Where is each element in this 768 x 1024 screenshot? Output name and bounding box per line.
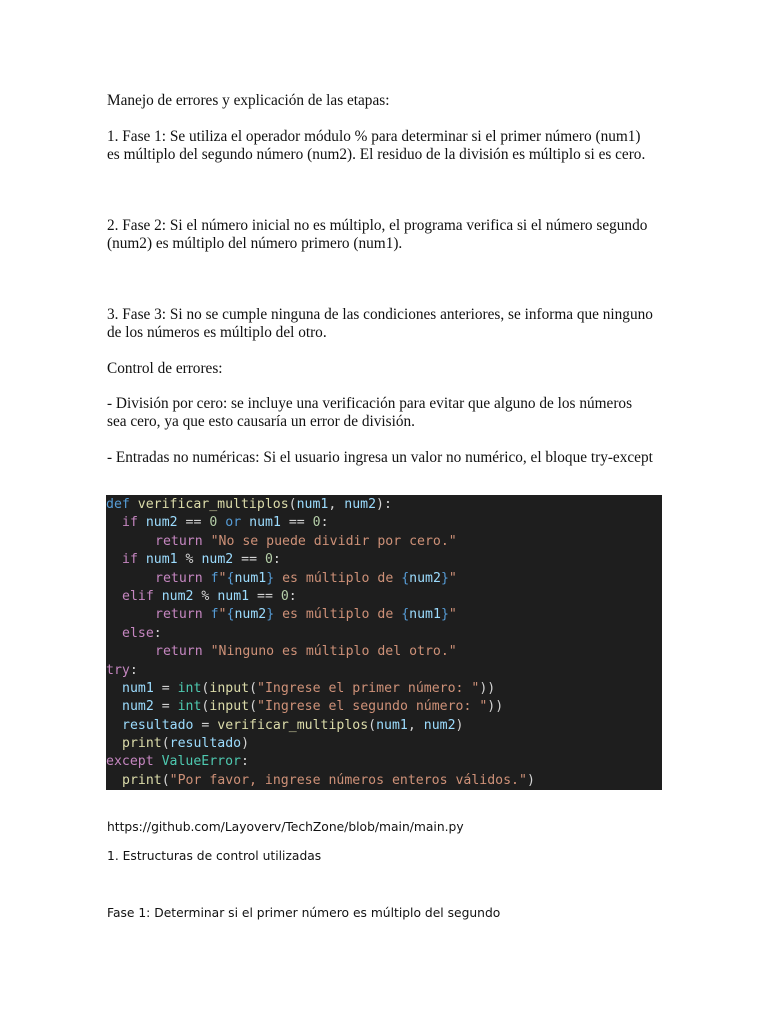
code-line: def verificar_multiplos(num1, num2): (106, 497, 392, 512)
code-line: except ValueError: (106, 754, 249, 770)
github-link[interactable]: https://github.com/Layoverv/TechZone/blob/main/main.py (107, 820, 464, 834)
code-line: try: (106, 662, 138, 678)
code-line: return f"{num2} es múltiplo de {num1}" (155, 607, 457, 623)
section-heading: 1. Estructuras de control utilizadas (107, 849, 322, 863)
code-line: if num1 % num2 == 0: (122, 552, 281, 568)
code-line: if num2 == 0 or num1 == 0: (122, 515, 329, 531)
code-line: num1 = int(input("Ingrese el primer número: ")) (122, 680, 496, 696)
heading-manejo-errores: Manejo de errores y explicación de las etapas: (107, 92, 390, 109)
code-line: else: (122, 625, 162, 641)
code-line: resultado = verificar_multiplos(num1, num2) (122, 717, 464, 733)
code-line: print(resultado) (122, 736, 250, 752)
code-line: return f"{num1} es múltiplo de {num2}" (155, 570, 457, 586)
code-line: return "Ninguno es múltiplo del otro." (155, 644, 457, 660)
code-line: return "No se puede dividir por cero." (155, 533, 457, 549)
paragraph-fase-3: 3. Fase 3: Si no se cumple ninguna de las condiciones anteriores, se informa que ninguno de los números es múltiplo del otro. (107, 306, 653, 342)
code-line: num2 = int(input("Ingrese el segundo número: ")) (122, 699, 504, 715)
heading-control-errores: Control de errores: (107, 360, 223, 377)
code-block (106, 495, 662, 790)
paragraph-fase-2: 2. Fase 2: Si el número inicial no es múltiplo, el programa verifica si el número segundo (num2) es múltiplo del número primero (num1). (107, 217, 648, 253)
code-line: elif num2 % num1 == 0: (122, 588, 297, 604)
fase-1-heading: Fase 1: Determinar si el primer número es múltiplo del segundo (107, 906, 501, 920)
bullet-entradas-no-numericas: - Entradas no numéricas: Si el usuario ingresa un valor no numérico, el bloque try-except (107, 449, 653, 466)
bullet-division-por-cero: - División por cero: se incluye una verificación para evitar que alguno de los números sea cero, ya que esto causaría un error de división. (107, 395, 633, 431)
paragraph-fase-1: 1. Fase 1: Se utiliza el operador módulo % para determinar si el primer número (num1) es múltiplo del segundo número (num2). El residuo de la división es múltiplo si es cero. (107, 128, 646, 164)
code-line: print("Por favor, ingrese números enteros válidos.") (122, 772, 535, 788)
